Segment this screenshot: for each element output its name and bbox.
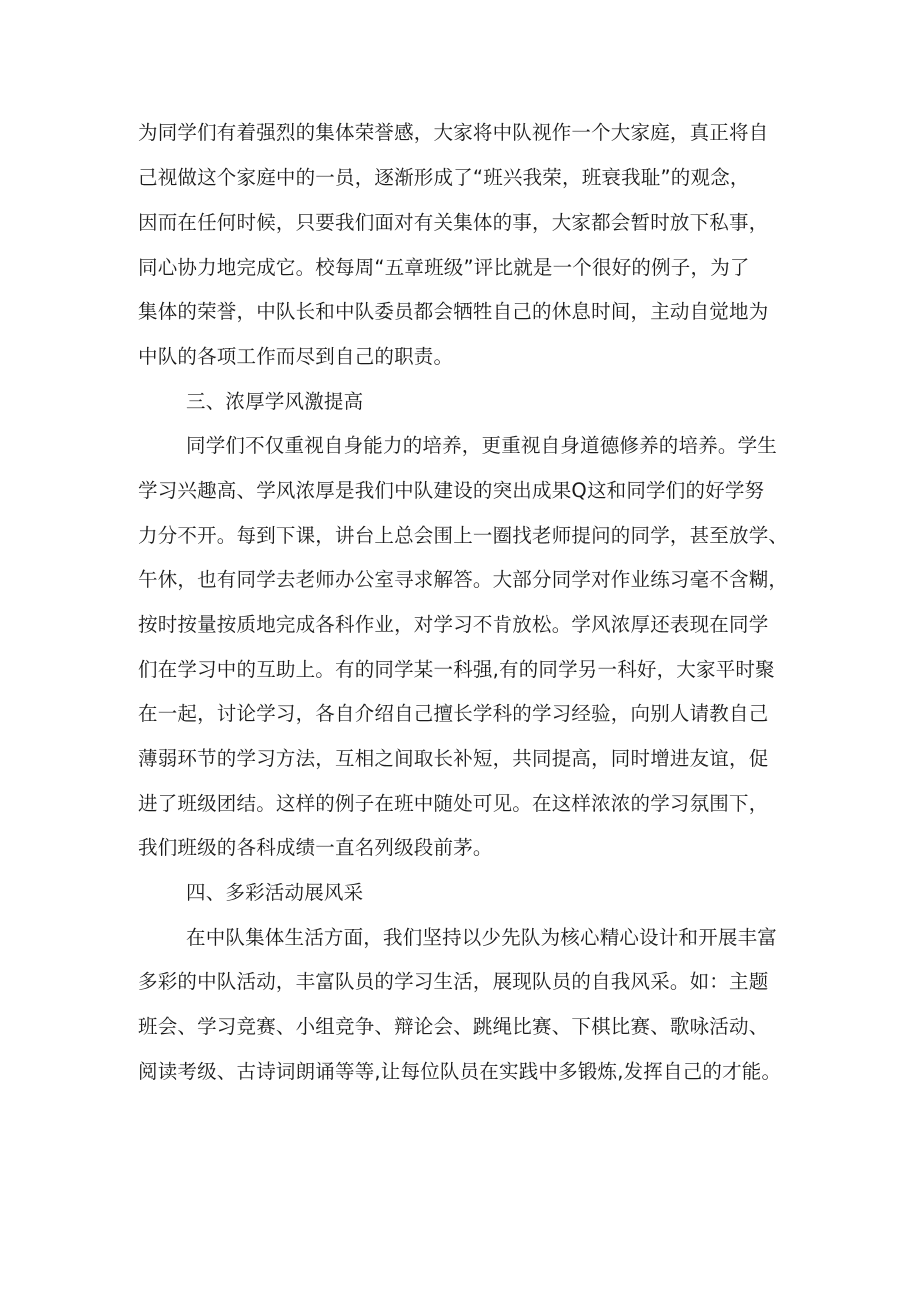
paragraph-line: 中队的各项工作而尽到自己的职责。 xyxy=(138,345,454,368)
section-heading: 三、浓厚学风激提高 xyxy=(186,390,364,413)
paragraph-line: 按时按量按质地完成各科作业，对学习不肯放松。学风浓厚还表现在同学 xyxy=(138,613,769,636)
paragraph-line: 因而在任何时候，只要我们面对有关集体的事，大家都会暂时放下私事， xyxy=(138,211,769,234)
paragraph-line: 阅读考级、古诗词朗诵等等,让每位队员在实践中多锻炼,发挥自己的才能。 xyxy=(138,1060,782,1083)
paragraph-line: 同学们不仅重视自身能力的培养，更重视自身道德修养的培养。学生 xyxy=(186,434,778,457)
paragraph-line: 力分不开。每到下课，讲台上总会围上一圈找老师提问的同学，甚至放学、 xyxy=(138,524,789,547)
paragraph-line: 在一起，讨论学习，各自介绍自己擅长学科的学习经验，向别人请教自己 xyxy=(138,702,769,725)
paragraph-line: 为同学们有着强烈的集体荣誉感，大家将中队视作一个大家庭，真正将自 xyxy=(138,121,769,144)
paragraph-line: 进了班级团结。这样的例子在班中随处可见。在这样浓浓的学习氛围下， xyxy=(138,792,769,815)
paragraph-line: 集体的荣誉，中队长和中队委员都会牺牲自己的休息时间，主动自觉地为 xyxy=(138,300,769,323)
paragraph-line: 们在学习中的互助上。有的同学某一科强,有的同学另一科好，大家平时聚 xyxy=(138,658,775,681)
paragraph-line: 同心协力地完成它。校每周“五章班级”评比就是一个很好的例子，为了 xyxy=(138,256,750,279)
paragraph-line: 午休，也有同学去老师办公室寻求解答。大部分同学对作业练习毫不含糊， xyxy=(138,568,789,591)
paragraph-line: 己视做这个家庭中的一员，逐渐形成了“班兴我荣，班衰我耻”的观念， xyxy=(138,166,750,189)
section-heading: 四、多彩活动展风采 xyxy=(186,881,364,904)
paragraph-line: 学习兴趣高、学风浓厚是我们中队建设的突出成果Q这和同学们的好学努 xyxy=(138,479,765,502)
paragraph-line: 薄弱环节的学习方法，互相之间取长补短，共同提高，同时增进友谊，促 xyxy=(138,747,769,770)
paragraph-line: 在中队集体生活方面，我们坚持以少先队为核心精心设计和开展丰富 xyxy=(186,926,778,949)
paragraph-line: 多彩的中队活动，丰富队员的学习生活，展现队员的自我风采。如：主题 xyxy=(138,970,769,993)
paragraph-line: 我们班级的各科成绩一直名列级段前茅。 xyxy=(138,836,493,859)
paragraph-line: 班会、学习竞赛、小组竞争、辩论会、跳绳比赛、下棋比赛、歌咏活动、 xyxy=(138,1015,769,1038)
